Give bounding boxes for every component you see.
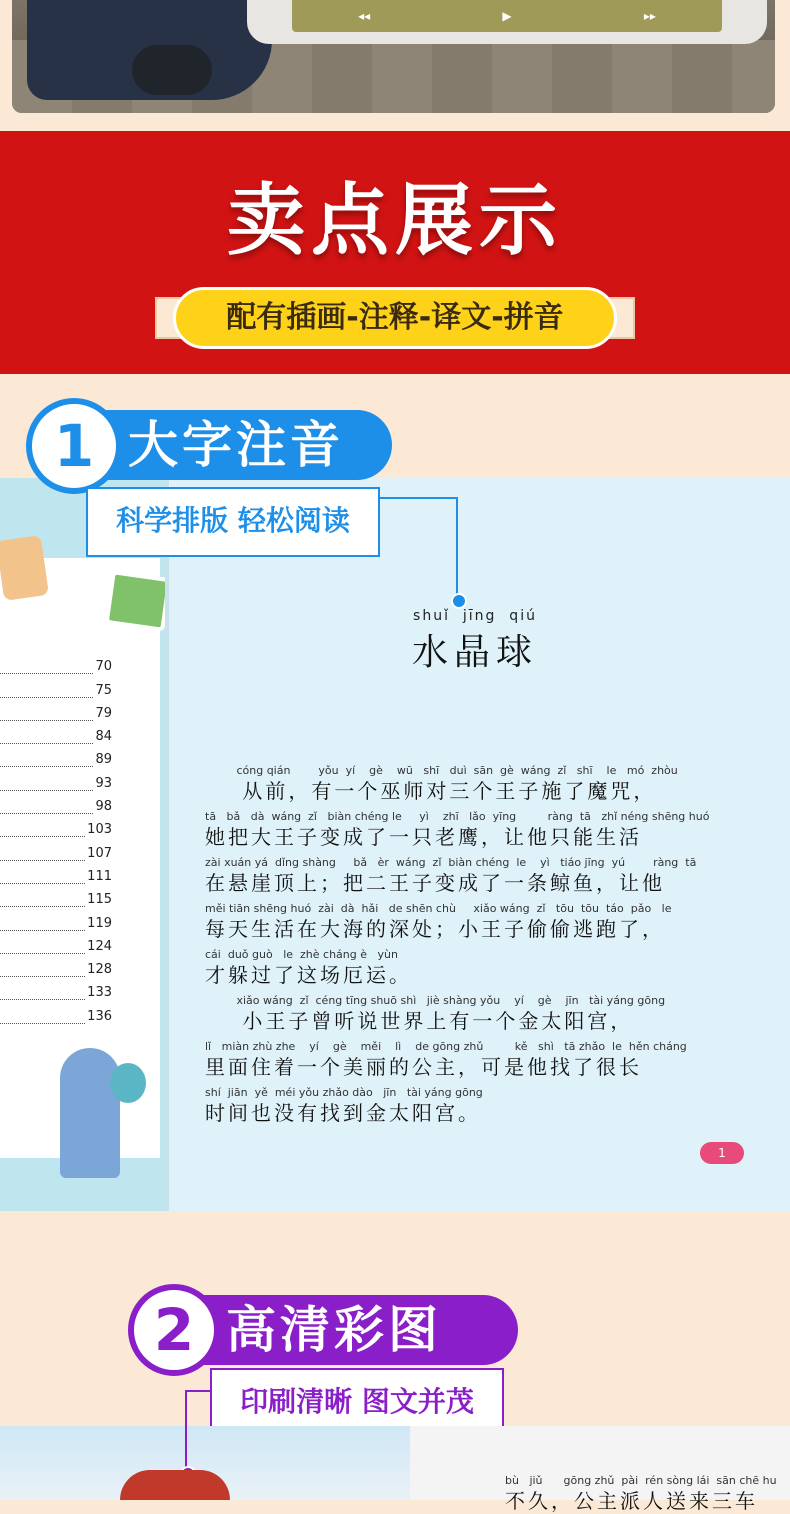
boy-illustration [60, 1048, 120, 1178]
toc-row: 93 [0, 767, 112, 790]
connector-line [185, 1390, 211, 1392]
toc-row: 79 [0, 698, 112, 721]
story-line: bù jiǔ gōng zhǔ pài rén sòng lái sān chē hu 不久，公主派人送来三车 [505, 1474, 777, 1513]
page-number-badge: 1 [700, 1142, 744, 1164]
frog-illustration [105, 570, 172, 632]
story-line: xiǎo wáng zǐ céng tīng shuō shì jiè shàng yǒu yí gè jīn tài yáng gōng 小王子曾听说世界上有一个金太阳宫， [205, 994, 666, 1033]
hat-illustration [120, 1470, 230, 1500]
story-title: 水晶球 [411, 632, 538, 673]
balloon-illustration [110, 1063, 146, 1103]
toc-row: 119 [0, 907, 112, 930]
section1-caption: 科学排版 轻松阅读 [86, 487, 380, 557]
connector-dot [451, 593, 467, 609]
section1-title: 大字注音 [80, 410, 392, 480]
toc-row: 98 [0, 791, 112, 814]
toc-row: 115 [0, 884, 112, 907]
toc-row: 136 [0, 1000, 112, 1023]
toc-row: 84 [0, 721, 112, 744]
shoe [132, 45, 212, 95]
section2-title: 高清彩图 [178, 1295, 518, 1365]
toc-row: 107 [0, 837, 112, 860]
toc-row: 70 [0, 651, 112, 674]
contents-page [0, 478, 178, 1211]
toc-row: 75 [0, 674, 112, 697]
toc-row: 89 [0, 744, 112, 767]
connector-line [380, 497, 458, 499]
banner-title: 卖点展示 [226, 176, 563, 266]
section1-number-badge: 1 [26, 398, 122, 494]
story-line: cái duǒ guò le zhè cháng è yùn 才躲过了这场厄运。 [205, 948, 412, 987]
story-line: cóng qián yǒu yí gè wū shī duì sān gè wáng zǐ shī le mó zhòu 从前，有一个巫师对三个王子施了魔咒， [205, 764, 678, 803]
story-line: shí jiān yě méi yǒu zhǎo dào jīn tài yáng gōng 时间也没有找到金太阳宫。 [205, 1086, 483, 1125]
product-photo [12, 0, 775, 113]
connector-line [185, 1390, 187, 1470]
story-line: zài xuán yá dǐng shàng bǎ èr wáng zǐ biàn chéng le yì tiáo jīng yú ràng tā 在悬崖顶上；把二王子变成了一条鲸鱼，让他 [205, 856, 697, 895]
story-line: lǐ miàn zhù zhe yí gè měi lì de gōng zhǔ kě shì tā zhǎo le hěn cháng 里面住着一个美丽的公主，可是他找了很长 [205, 1040, 687, 1079]
fast-forward-icon[interactable]: ▸▸ [643, 9, 656, 23]
play-icon[interactable]: ▶ [502, 9, 512, 23]
connector-line [456, 497, 458, 597]
table-of-contents [0, 651, 112, 1024]
story-line: tā bǎ dà wáng zǐ biàn chéng le yì zhī lǎo yīng ràng tā zhǐ néng shēng huó 她把大王子变成了一只老鹰，让他只能生活 [205, 810, 710, 849]
toc-row: 124 [0, 931, 112, 954]
story-title-pinyin: shuǐ jīng qiú [413, 608, 537, 624]
section2-number-badge: 2 [128, 1284, 220, 1376]
section2-caption: 印刷清晰 图文并茂 [210, 1368, 504, 1438]
toc-row: 111 [0, 861, 112, 884]
toc-row: 128 [0, 954, 112, 977]
toc-row: 103 [0, 814, 112, 837]
banner-subtitle-scroll [155, 287, 635, 349]
prince-illustration [0, 535, 49, 601]
story-title-block [400, 608, 550, 675]
story-line: měi tiān shēng huó zài dà hǎi de shēn chù xiǎo wáng zǐ tōu tōu táo pǎo le 每天生活在大海的深处；小王子偷偷逃跑了， [205, 902, 672, 941]
rewind-icon[interactable]: ◂◂ [358, 9, 371, 23]
audio-player-bar [292, 0, 722, 32]
toc-row: 133 [0, 977, 112, 1000]
banner-subtitle: 配有插画-注释-译文-拼音 [173, 287, 617, 349]
